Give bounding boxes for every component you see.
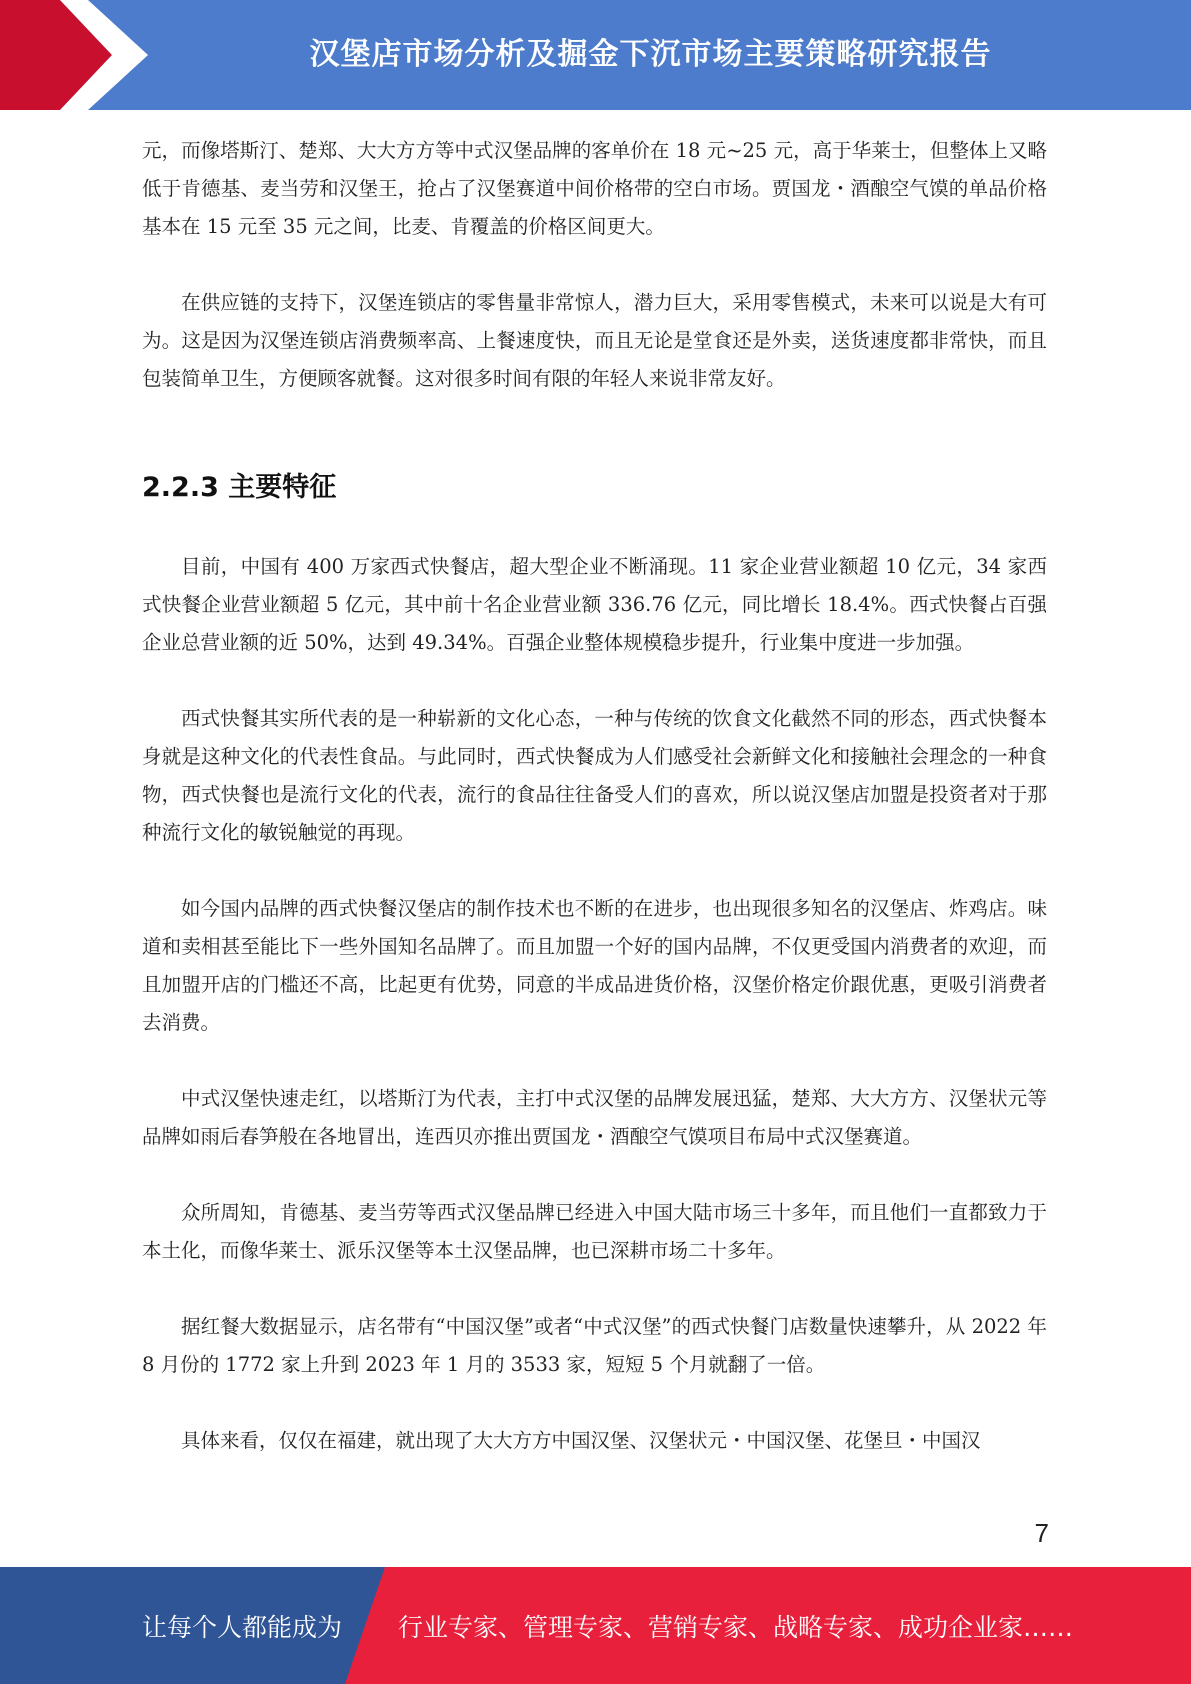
section-heading: 2.2.3 主要特征 <box>142 472 337 503</box>
paragraph-market-size: 目前，中国有 400 万家西式快餐店，超大型企业不断涌现。11 家企业营业额超 10 亿元，34 家西式快餐企业营业额超 5 亿元，其中前十名企业营业额 336.76 亿元，同比增长 18.4%。西式快餐占百强企业总营业额的近 50%，达到 49.34%。百强企业整体规模稳步提升，行业集中度进一步加强。 <box>142 555 1047 654</box>
footer-slogan-left: 让每个人都能成为 <box>142 1612 343 1642</box>
page-header <box>0 0 1191 110</box>
page-number: 7 <box>1034 1518 1049 1548</box>
paragraph-fujian: 具体来看，仅仅在福建，就出现了大大方方中国汉堡、汉堡状元・中国汉堡、花堡旦・中国汉 <box>181 1429 981 1452</box>
paragraph-chinese-burger: 中式汉堡快速走红，以塔斯汀为代表，主打中式汉堡的品牌发展迅猛，楚郑、大大方方、汉堡状元等品牌如雨后春笋般在各地冒出，连西贝亦推出贾国龙・酒酿空气馍项目布局中式汉堡赛道。 <box>142 1087 1047 1148</box>
page-body <box>142 132 1047 1460</box>
paragraph-western-brands: 众所周知，肯德基、麦当劳等西式汉堡品牌已经进入中国大陆市场三十多年，而且他们一直都致力于本土化，而像华莱士、派乐汉堡等本土汉堡品牌，也已深耕市场二十多年。 <box>142 1201 1047 1262</box>
paragraph-data: 据红餐大数据显示，店名带有“中国汉堡”或者“中式汉堡”的西式快餐门店数量快速攀升，从 2022 年 8 月份的 1772 家上升到 2023 年 1 月的 3533 家，短短 5 个月就翻了一倍。 <box>142 1315 1047 1376</box>
paragraph-domestic-brands: 如今国内品牌的西式快餐汉堡店的制作技术也不断的在进步，也出现很多知名的汉堡店、炸鸡店。味道和卖相甚至能比下一些外国知名品牌了。而且加盟一个好的国内品牌，不仅更受国内消费者的欢迎，而且加盟开店的门槛还不高，比起更有优势，同意的半成品进货价格，汉堡价格定价跟优惠，更吸引消费者去消费。 <box>142 897 1047 1034</box>
paragraph-culture: 西式快餐其实所代表的是一种崭新的文化心态，一种与传统的饮食文化截然不同的形态，西式快餐本身就是这种文化的代表性食品。与此同时，西式快餐成为人们感受社会新鲜文化和接触社会理念的一种食物，西式快餐也是流行文化的代表，流行的食品往往备受人们的喜欢，所以说汉堡店加盟是投资者对于那种流行文化的敏锐触觉的再现。 <box>142 707 1047 844</box>
header-arrow-icon <box>0 0 160 110</box>
paragraph-supply-chain: 在供应链的支持下，汉堡连锁店的零售量非常惊人，潜力巨大，采用零售模式，未来可以说是大有可为。这是因为汉堡连锁店消费频率高、上餐速度快，而且无论是堂食还是外卖，送货速度都非常快，而且包装简单卫生，方便顾客就餐。这对很多时间有限的年轻人来说非常友好。 <box>142 291 1047 390</box>
report-title: 汉堡店市场分析及掘金下沉市场主要策略研究报告 <box>309 37 992 72</box>
footer-slogan-right: 行业专家、管理专家、营销专家、战略专家、成功企业家…… <box>398 1612 1074 1642</box>
page-footer <box>0 1567 1191 1684</box>
continuation-paragraph: 元，而像塔斯汀、楚郑、大大方方等中式汉堡品牌的客单价在 18 元~25 元，高于华莱士，但整体上又略低于肯德基、麦当劳和汉堡王，抢占了汉堡赛道中间价格带的空白市场。贾国龙・酒酿空气馍的单品价格基本在 15 元至 35 元之间，比麦、肯覆盖的价格区间更大。 <box>142 139 1047 238</box>
